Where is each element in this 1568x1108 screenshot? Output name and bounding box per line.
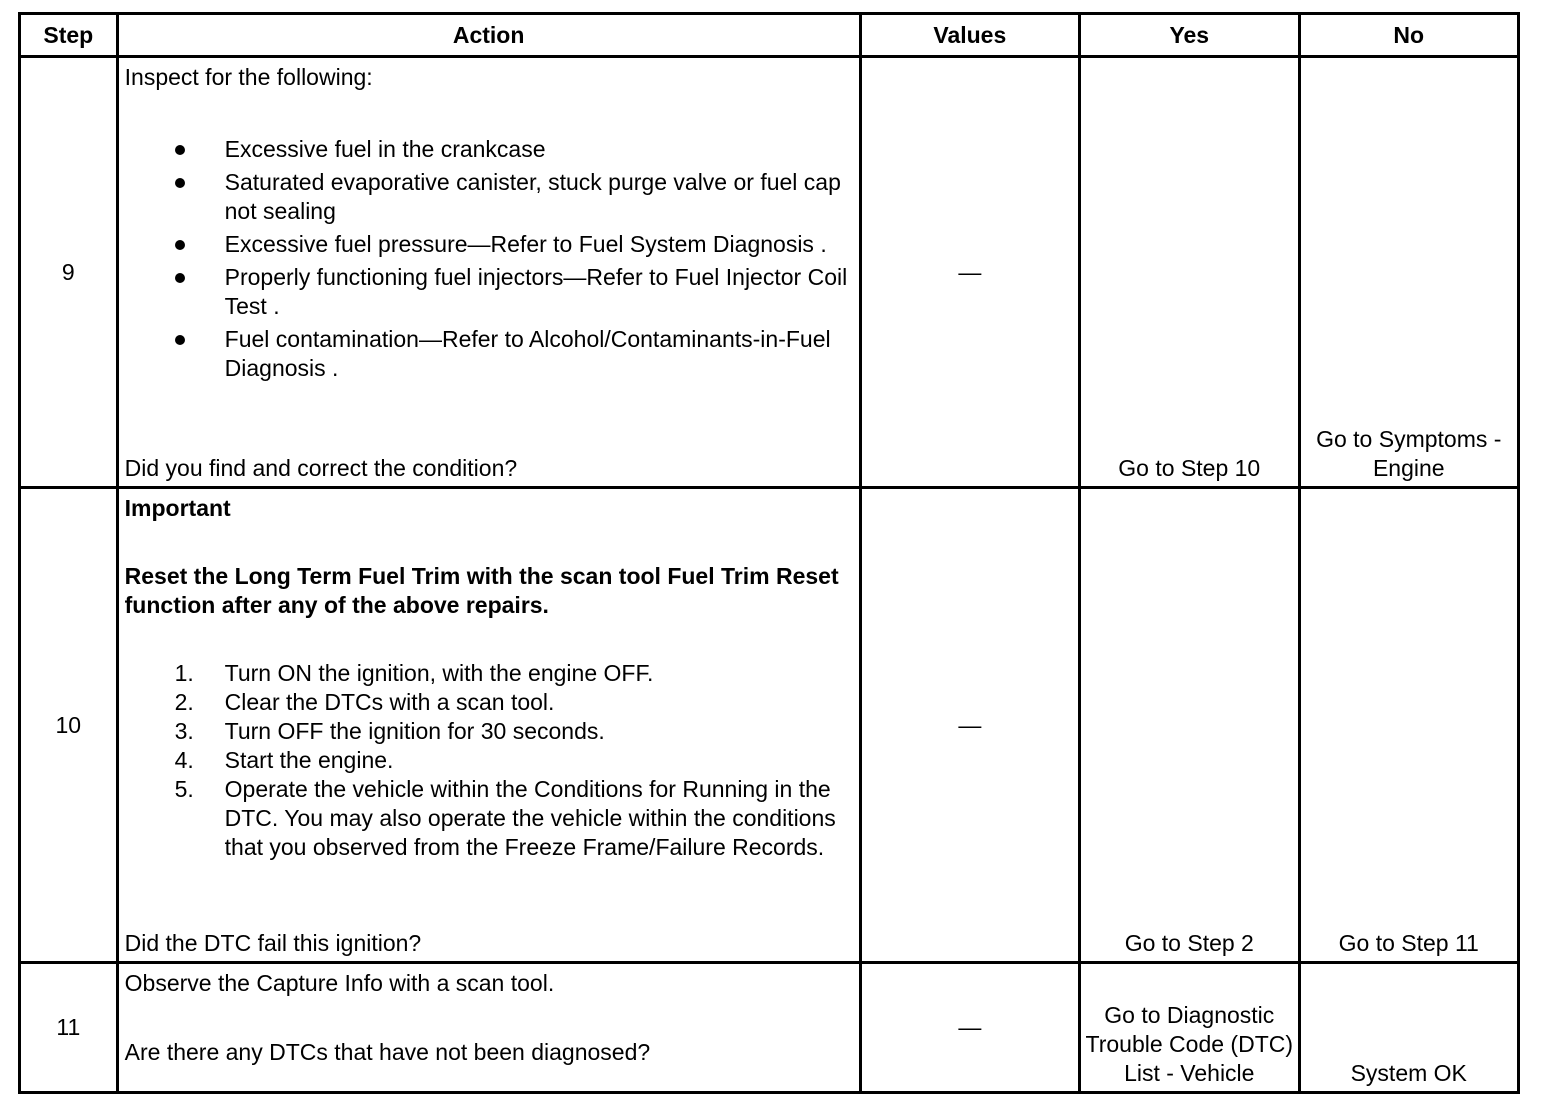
values-cell bbox=[860, 488, 1079, 963]
step-number: 9 bbox=[20, 57, 118, 488]
header-values: Values bbox=[860, 14, 1079, 57]
list-item-text: Turn OFF the ignition for 30 seconds. bbox=[224, 718, 605, 744]
diagnostic-table bbox=[18, 12, 1520, 1094]
action-question: Are there any DTCs that have not been diagnosed? bbox=[124, 1039, 651, 1065]
list-item-text: Excessive fuel pressure—Refer to Fuel System Diagnosis . bbox=[224, 231, 827, 257]
table-row-step-9 bbox=[20, 57, 1519, 488]
header-no: No bbox=[1299, 14, 1519, 57]
yes-cell: Go to Step 2 bbox=[1080, 488, 1299, 963]
action-cell bbox=[117, 488, 860, 963]
list-item-text: Properly functioning fuel injectors—Refer to Fuel Injector Coil Test . bbox=[224, 264, 848, 319]
list-item-text: Excessive fuel in the crankcase bbox=[224, 136, 546, 162]
list-item bbox=[119, 325, 855, 383]
action-question: Did the DTC fail this ignition? bbox=[124, 930, 422, 956]
list-item bbox=[119, 263, 855, 321]
inspection-list bbox=[119, 135, 855, 387]
list-item-text: Start the engine. bbox=[224, 747, 394, 773]
no-cell: Go to Step 11 bbox=[1299, 488, 1519, 963]
bullet-icon bbox=[175, 178, 185, 188]
values-cell bbox=[860, 963, 1079, 1093]
procedure-list bbox=[119, 659, 855, 862]
action-intro: Inspect for the following: bbox=[124, 64, 373, 90]
list-item bbox=[119, 135, 855, 164]
header-step: Step bbox=[20, 14, 118, 57]
list-item bbox=[119, 775, 855, 862]
no-cell: Go to Symptoms - Engine bbox=[1299, 57, 1519, 488]
table-row-step-11 bbox=[20, 963, 1519, 1093]
header-action: Action bbox=[117, 14, 860, 57]
bullet-icon bbox=[175, 273, 185, 283]
header-row bbox=[20, 14, 1519, 57]
values-cell bbox=[860, 57, 1079, 488]
values-text: — bbox=[958, 711, 982, 738]
list-item-number: 1. bbox=[174, 660, 194, 686]
yes-cell: Go to Step 10 bbox=[1080, 57, 1299, 488]
bullet-icon bbox=[175, 240, 185, 250]
action-cell bbox=[117, 963, 860, 1093]
list-item bbox=[119, 746, 855, 775]
yes-cell: Go to Diagnostic Trouble Code (DTC) List - Vehicle bbox=[1080, 963, 1299, 1093]
list-item-number: 5. bbox=[174, 776, 194, 802]
values-text: — bbox=[958, 1014, 982, 1040]
list-item-number: 3. bbox=[174, 718, 194, 744]
table-row-step-10 bbox=[20, 488, 1519, 963]
important-note-body: Reset the Long Term Fuel Trim with the scan tool Fuel Trim Reset function after any of the above repairs. bbox=[124, 563, 839, 618]
action-intro: Observe the Capture Info with a scan tool. bbox=[124, 970, 555, 996]
action-cell bbox=[117, 57, 860, 488]
bullet-icon bbox=[175, 335, 185, 345]
step-number: 11 bbox=[20, 963, 118, 1093]
list-item bbox=[119, 168, 855, 226]
list-item-text: Clear the DTCs with a scan tool. bbox=[224, 689, 555, 715]
list-item-text: Turn ON the ignition, with the engine OFF. bbox=[224, 660, 654, 686]
list-item-text: Saturated evaporative canister, stuck purge valve or fuel cap not sealing bbox=[224, 169, 841, 224]
list-item-number: 2. bbox=[174, 689, 194, 715]
important-note-title: Important bbox=[124, 495, 231, 521]
values-text: — bbox=[958, 258, 982, 285]
step-number: 10 bbox=[20, 488, 118, 963]
list-item bbox=[119, 230, 855, 259]
list-item bbox=[119, 659, 855, 688]
list-item-number: 4. bbox=[174, 747, 194, 773]
bullet-icon bbox=[175, 145, 185, 155]
action-question: Did you find and correct the condition? bbox=[124, 455, 518, 481]
list-item-text: Operate the vehicle within the Conditions for Running in the DTC. You may also operate the vehicle within the conditions that you observed from the Freeze Frame/Failure Records. bbox=[224, 776, 836, 860]
header-yes: Yes bbox=[1080, 14, 1299, 57]
no-cell: System OK bbox=[1299, 963, 1519, 1093]
list-item bbox=[119, 688, 855, 717]
list-item-text: Fuel contamination—Refer to Alcohol/Contaminants-in-Fuel Diagnosis . bbox=[224, 326, 831, 381]
list-item bbox=[119, 717, 855, 746]
